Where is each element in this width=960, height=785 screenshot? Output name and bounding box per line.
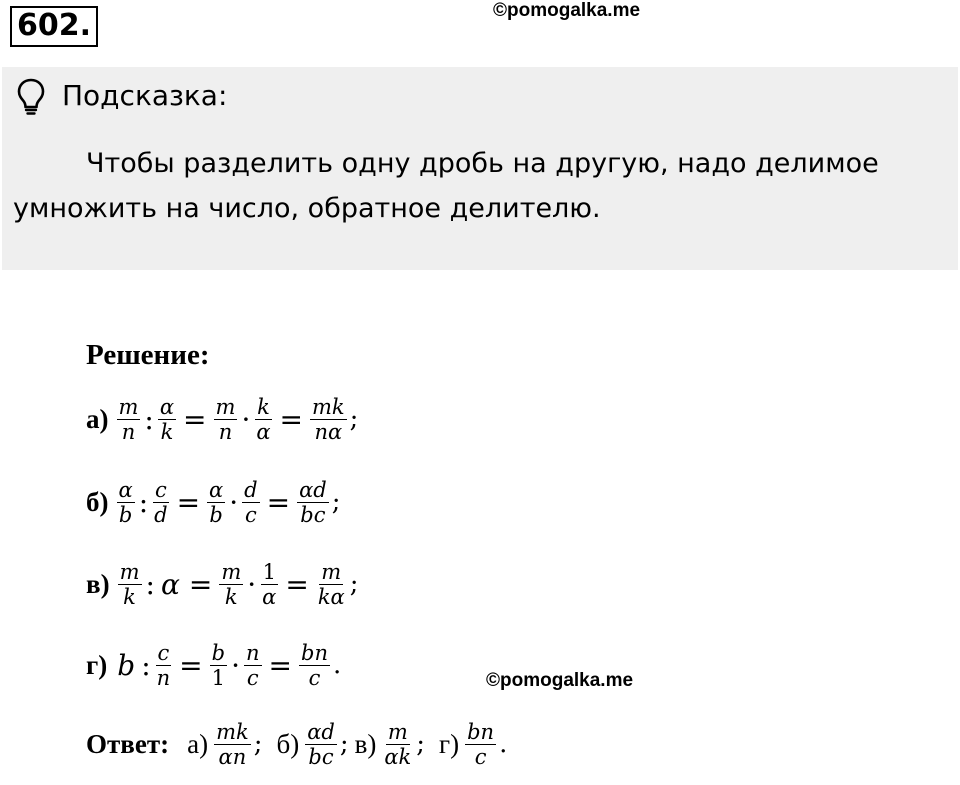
- punctuation: ;: [253, 729, 263, 759]
- fraction: $\frac{mk}{n\alpha}$: [312, 395, 345, 444]
- equals-sign: =: [279, 403, 303, 436]
- punctuation: .: [332, 650, 342, 680]
- lightbulb-icon: [17, 78, 45, 116]
- fraction: $\frac{b}{1}$: [211, 641, 226, 690]
- row-label: в): [86, 569, 110, 599]
- equals-sign: =: [266, 486, 291, 519]
- multiply-sign: ·: [241, 403, 251, 436]
- row-label: б): [86, 487, 109, 517]
- watermark-top: ©pomogalka.me: [493, 0, 641, 21]
- fraction: $\frac{m}{n}$: [118, 395, 139, 444]
- solution-row-b: [86, 478, 340, 527]
- hint-title: Подсказка:: [62, 79, 228, 112]
- divide-sign: :: [144, 403, 154, 436]
- equals-sign: =: [183, 403, 207, 436]
- answer-item-label: г): [439, 729, 460, 759]
- hint-text-line-1: Чтобы разделить одну дробь на другую, надо делимое: [86, 148, 879, 179]
- fraction: $\frac{1}{\alpha}$: [262, 560, 277, 609]
- answer-item-label: в): [354, 729, 377, 759]
- divide-sign: :: [145, 568, 155, 601]
- fraction: $\frac{n}{c}$: [246, 641, 260, 690]
- fraction: $\frac{m}{\alpha k}$: [384, 720, 412, 769]
- answer-label: Ответ:: [86, 729, 170, 759]
- fraction: $\frac{m}{k}$: [221, 560, 242, 609]
- fraction: $\frac{bn}{c}$: [301, 641, 328, 690]
- solution-row-a: [86, 395, 358, 444]
- answer-item-label: б): [276, 729, 300, 759]
- fraction: $\frac{\alpha}{k}$: [159, 395, 175, 444]
- fraction: $\frac{d}{c}$: [244, 478, 258, 527]
- punctuation: ;: [349, 569, 359, 599]
- punctuation: ;: [331, 487, 341, 517]
- punctuation: ;: [349, 404, 359, 434]
- fraction: $\frac{k}{\alpha}$: [256, 395, 271, 444]
- multiply-sign: ·: [229, 486, 239, 519]
- fraction: $\frac{\alpha}{b}$: [209, 478, 224, 527]
- fraction: $\frac{mk}{\alpha n}$: [216, 720, 249, 769]
- fraction: $\frac{c}{n}$: [156, 641, 171, 690]
- divide-sign: :: [138, 486, 149, 519]
- equals-sign: =: [268, 649, 292, 682]
- fraction: $\frac{m}{k\alpha}$: [317, 560, 345, 609]
- equals-sign: =: [176, 486, 201, 519]
- answer-row: [86, 720, 507, 769]
- variable: b: [117, 649, 136, 682]
- fraction: $\frac{\alpha}{b}$: [118, 478, 133, 527]
- solution-row-v: [86, 560, 358, 609]
- fraction: $\frac{m}{k}$: [119, 560, 140, 609]
- row-label: г): [86, 650, 108, 680]
- problem-number: 602.: [10, 6, 98, 47]
- solution-title: Решение:: [86, 339, 210, 371]
- punctuation: ;: [416, 729, 426, 759]
- equals-sign: =: [179, 649, 203, 682]
- divide-sign: :: [141, 649, 151, 682]
- fraction: $\frac{m}{n}$: [215, 395, 236, 444]
- hint-text-line-2: умножить на число, обратное делителю.: [13, 193, 601, 224]
- fraction: $\frac{\alpha d}{bc}$: [299, 478, 327, 527]
- multiply-sign: ·: [247, 568, 257, 601]
- punctuation: .: [499, 729, 508, 759]
- fraction: $\frac{\alpha d}{bc}$: [307, 720, 335, 769]
- equals-sign: =: [188, 568, 213, 601]
- answer-item-label: а): [187, 729, 209, 759]
- punctuation: ;: [339, 729, 349, 759]
- watermark-bottom: ©pomogalka.me: [486, 670, 634, 691]
- fraction: $\frac{bn}{c}$: [467, 720, 495, 769]
- multiply-sign: ·: [231, 649, 240, 682]
- fraction: $\frac{c}{d}$: [154, 478, 168, 527]
- variable: α: [160, 568, 180, 601]
- row-label: а): [86, 404, 109, 434]
- solution-row-g: [86, 641, 341, 690]
- equals-sign: =: [285, 568, 309, 601]
